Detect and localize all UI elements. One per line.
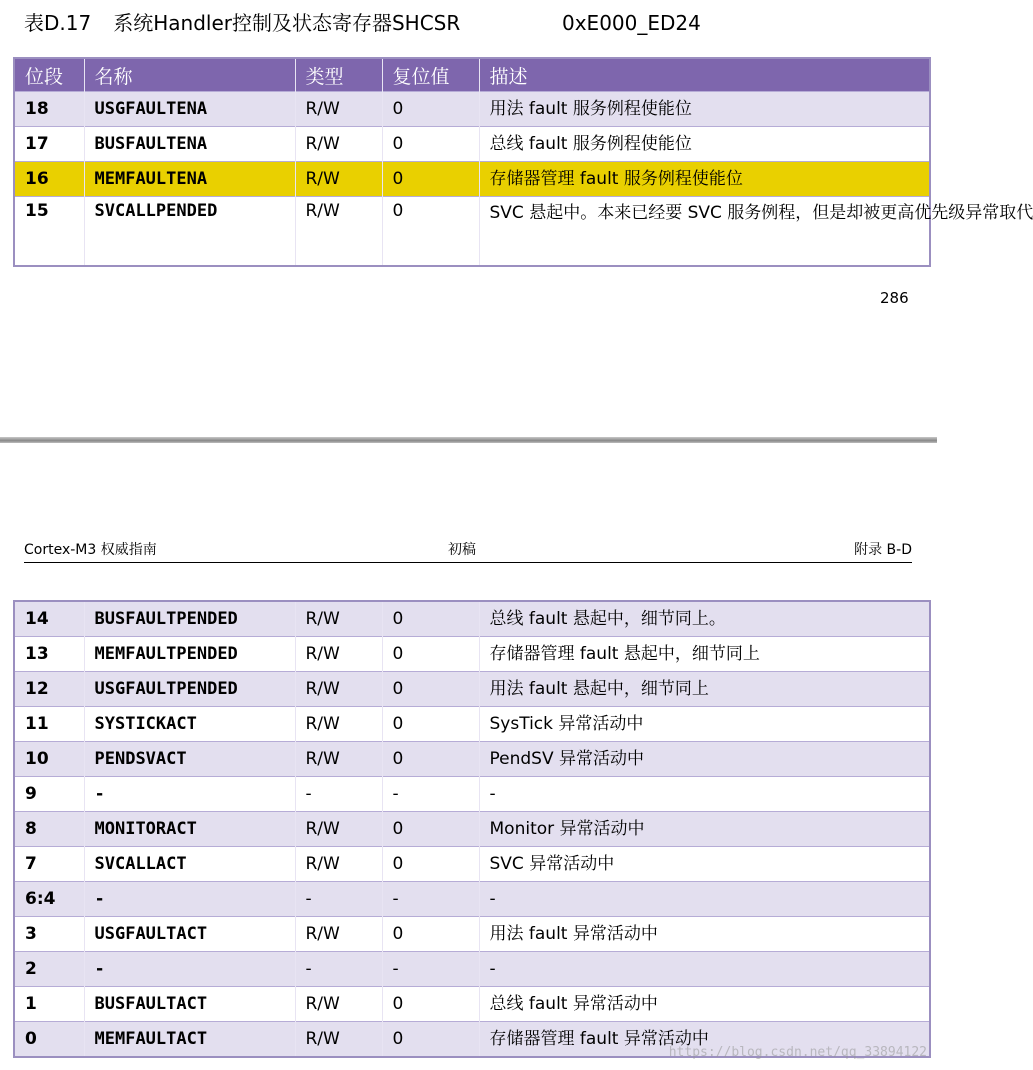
cell-type: R/W xyxy=(295,742,382,777)
cell-description: 用法 fault 服务例程使能位 xyxy=(479,92,930,127)
cell-type: R/W xyxy=(295,162,382,197)
cell-type: R/W xyxy=(295,637,382,672)
cell-description: 总线 fault 异常活动中 xyxy=(479,987,930,1022)
cell-type: R/W xyxy=(295,601,382,637)
cell-name: PENDSVACT xyxy=(84,742,295,777)
cell-bit: 0 xyxy=(14,1022,84,1058)
table-row xyxy=(14,707,930,742)
cell-name: USGFAULTENA xyxy=(84,92,295,127)
cell-type: R/W xyxy=(295,847,382,882)
cell-reset: 0 xyxy=(382,197,479,267)
cell-bit: 2 xyxy=(14,952,84,987)
cell-description: 用法 fault 异常活动中 xyxy=(479,917,930,952)
cell-type: R/W xyxy=(295,92,382,127)
cell-name: SVCALLPENDED xyxy=(84,197,295,267)
cell-name: BUSFAULTENA xyxy=(84,127,295,162)
header-bit: 位段 xyxy=(14,58,84,92)
header-type: 类型 xyxy=(295,58,382,92)
cell-description: 存储器管理 fault 服务例程使能位 xyxy=(479,162,930,197)
cell-type: R/W xyxy=(295,197,382,267)
page-divider xyxy=(0,437,937,443)
cell-reset: 0 xyxy=(382,812,479,847)
table-row xyxy=(14,92,930,127)
cell-type: R/W xyxy=(295,672,382,707)
cell-description: - xyxy=(479,882,930,917)
cell-type: R/W xyxy=(295,1022,382,1058)
cell-bit: 15 xyxy=(14,197,84,267)
table-row xyxy=(14,987,930,1022)
cell-description: 存储器管理 fault 悬起中，细节同上 xyxy=(479,637,930,672)
running-header-left: Cortex-M3 权威指南 xyxy=(24,542,157,558)
cell-bit: 11 xyxy=(14,707,84,742)
cell-bit: 14 xyxy=(14,601,84,637)
cell-name: BUSFAULTACT xyxy=(84,987,295,1022)
table-row xyxy=(14,637,930,672)
cell-type: R/W xyxy=(295,987,382,1022)
cell-name: BUSFAULTPENDED xyxy=(84,601,295,637)
table-row xyxy=(14,127,930,162)
cell-reset: - xyxy=(382,777,479,812)
cell-type: - xyxy=(295,777,382,812)
cell-name: - xyxy=(84,777,295,812)
table-row xyxy=(14,952,930,987)
table-row xyxy=(14,162,930,197)
cell-reset: - xyxy=(382,882,479,917)
cell-bit: 17 xyxy=(14,127,84,162)
cell-description: SVC 异常活动中 xyxy=(479,847,930,882)
cell-description: 用法 fault 悬起中，细节同上 xyxy=(479,672,930,707)
cell-reset: 0 xyxy=(382,127,479,162)
cell-bit: 8 xyxy=(14,812,84,847)
cell-description: - xyxy=(479,777,930,812)
cell-description: 存储器管理 fault 异常活动中 xyxy=(479,1022,930,1058)
header-reset: 复位值 xyxy=(382,58,479,92)
cell-name: MEMFAULTENA xyxy=(84,162,295,197)
table-row xyxy=(14,742,930,777)
cell-name: SYSTICKACT xyxy=(84,707,295,742)
cell-reset: 0 xyxy=(382,847,479,882)
cell-description: SysTick 异常活动中 xyxy=(479,707,930,742)
table-title xyxy=(24,8,701,38)
cell-reset: 0 xyxy=(382,601,479,637)
cell-reset: - xyxy=(382,952,479,987)
cell-type: R/W xyxy=(295,812,382,847)
cell-bit: 3 xyxy=(14,917,84,952)
cell-type: R/W xyxy=(295,127,382,162)
cell-bit: 13 xyxy=(14,637,84,672)
cell-name: MONITORACT xyxy=(84,812,295,847)
cell-reset: 0 xyxy=(382,637,479,672)
cell-bit: 16 xyxy=(14,162,84,197)
cell-reset: 0 xyxy=(382,672,479,707)
cell-reset: 0 xyxy=(382,917,479,952)
cell-reset: 0 xyxy=(382,707,479,742)
table-header-row xyxy=(14,58,930,92)
cell-description: 总线 fault 服务例程使能位 xyxy=(479,127,930,162)
page-number: 286 xyxy=(880,289,909,307)
register-table-page2 xyxy=(13,600,931,1058)
table-row xyxy=(14,601,930,637)
register-address: 0xE000_ED24 xyxy=(562,11,701,35)
cell-name: MEMFAULTPENDED xyxy=(84,637,295,672)
table-row xyxy=(14,917,930,952)
cell-bit: 7 xyxy=(14,847,84,882)
cell-type: R/W xyxy=(295,707,382,742)
table-row xyxy=(14,847,930,882)
cell-reset: 0 xyxy=(382,162,479,197)
cell-description: SVC 悬起中。本来已经要 SVC 服务例程，但是却被更高优先级异常取代 xyxy=(479,197,930,267)
table-row xyxy=(14,672,930,707)
cell-bit: 18 xyxy=(14,92,84,127)
cell-reset: 0 xyxy=(382,92,479,127)
cell-reset: 0 xyxy=(382,1022,479,1058)
cell-bit: 9 xyxy=(14,777,84,812)
register-table-page1 xyxy=(13,57,1033,267)
cell-description: PendSV 异常活动中 xyxy=(479,742,930,777)
cell-reset: 0 xyxy=(382,987,479,1022)
cell-reset: 0 xyxy=(382,742,479,777)
cell-name: MEMFAULTACT xyxy=(84,1022,295,1058)
cell-bit: 6:4 xyxy=(14,882,84,917)
cell-type: - xyxy=(295,882,382,917)
cell-bit: 1 xyxy=(14,987,84,1022)
cell-name: - xyxy=(84,952,295,987)
cell-name: USGFAULTACT xyxy=(84,917,295,952)
cell-description: 总线 fault 悬起中，细节同上。 xyxy=(479,601,930,637)
table-row xyxy=(14,777,930,812)
cell-type: R/W xyxy=(295,917,382,952)
table-row xyxy=(14,812,930,847)
header-description: 描述 xyxy=(479,58,930,92)
cell-name: SVCALLACT xyxy=(84,847,295,882)
cell-description: Monitor 异常活动中 xyxy=(479,812,930,847)
running-header-right: 附录 B-D xyxy=(854,542,912,558)
table-row xyxy=(14,197,930,267)
table-row xyxy=(14,882,930,917)
running-header xyxy=(24,538,912,563)
watermark: https://blog.csdn.net/qq_33894122 xyxy=(668,1045,927,1060)
cell-bit: 10 xyxy=(14,742,84,777)
cell-name: - xyxy=(84,882,295,917)
cell-type: - xyxy=(295,952,382,987)
running-header-center: 初稿 xyxy=(448,542,476,558)
cell-name: USGFAULTPENDED xyxy=(84,672,295,707)
register-name: 系统Handler控制及状态寄存器SHCSR xyxy=(113,11,461,35)
cell-bit: 12 xyxy=(14,672,84,707)
cell-description: - xyxy=(479,952,930,987)
table-label: 表D.17 xyxy=(24,11,92,35)
header-name: 名称 xyxy=(84,58,295,92)
